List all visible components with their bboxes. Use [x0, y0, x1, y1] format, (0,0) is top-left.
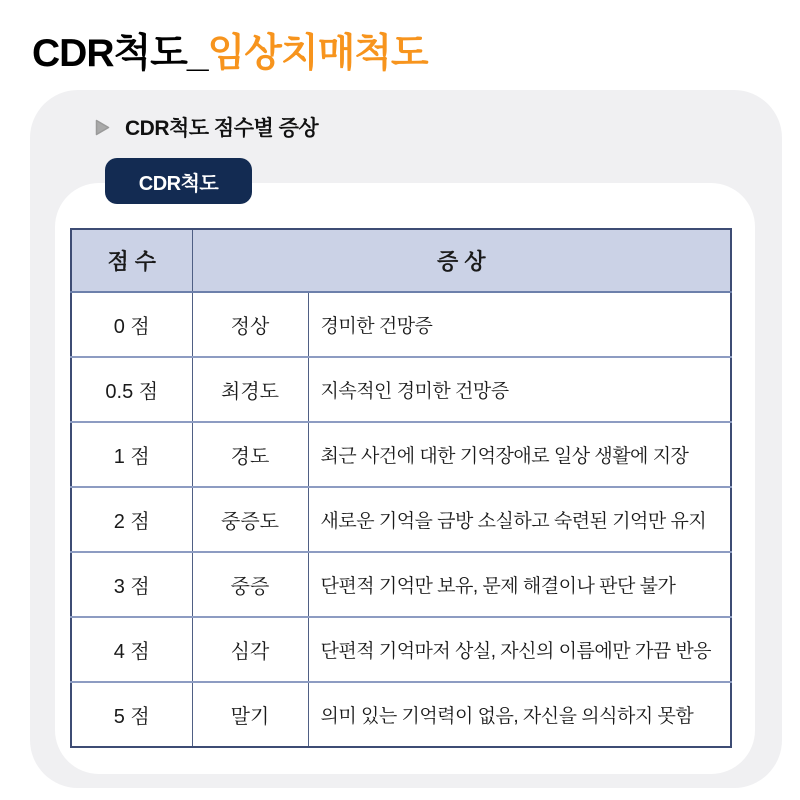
table-row [71, 292, 731, 357]
page-title [32, 22, 428, 78]
cell-score: 0.5 점 [71, 357, 192, 422]
header-score: 점 수 [71, 229, 192, 292]
cdr-score-table [70, 228, 732, 748]
cell-score: 0 점 [71, 292, 192, 357]
cell-description: 단편적 기억만 보유, 문제 해결이나 판단 불가 [308, 552, 731, 617]
cell-grade: 최경도 [192, 357, 308, 422]
cell-grade: 경도 [192, 422, 308, 487]
cell-grade: 중증 [192, 552, 308, 617]
cell-score: 1 점 [71, 422, 192, 487]
cell-description: 단편적 기억마저 상실, 자신의 이름에만 가끔 반응 [308, 617, 731, 682]
page-title-primary: CDR척도_ [32, 32, 208, 75]
page-title-accent: 임상치매척도 [207, 32, 428, 75]
header-symptom: 증 상 [192, 229, 731, 292]
cell-grade: 심각 [192, 617, 308, 682]
cdr-scale-badge-label: CDR척도 [138, 172, 219, 195]
cell-description: 새로운 기억을 금방 소실하고 숙련된 기억만 유지 [308, 487, 731, 552]
cell-score: 4 점 [71, 617, 192, 682]
table-row [71, 422, 731, 487]
table-row [71, 617, 731, 682]
table-header-row [71, 229, 731, 292]
cell-description: 지속적인 경미한 건망증 [308, 357, 731, 422]
cell-score: 5 점 [71, 682, 192, 747]
cell-grade: 중증도 [192, 487, 308, 552]
table-row [71, 357, 731, 422]
cell-description: 의미 있는 기억력이 없음, 자신을 의식하지 못함 [308, 682, 731, 747]
triangle-right-icon [95, 119, 110, 136]
section-heading [95, 112, 318, 142]
cell-score: 3 점 [71, 552, 192, 617]
table-row [71, 552, 731, 617]
cell-grade: 말기 [192, 682, 308, 747]
table-row [71, 682, 731, 747]
table-header [71, 229, 731, 292]
cell-grade: 정상 [192, 292, 308, 357]
cell-description: 최근 사건에 대한 기억장애로 일상 생활에 지장 [308, 422, 731, 487]
score-table-body [71, 292, 731, 747]
cell-score: 2 점 [71, 487, 192, 552]
cell-description: 경미한 건망증 [308, 292, 731, 357]
table-row [71, 487, 731, 552]
section-heading-label: CDR척도 점수별 증상 [125, 117, 319, 140]
cdr-scale-badge [105, 158, 252, 204]
